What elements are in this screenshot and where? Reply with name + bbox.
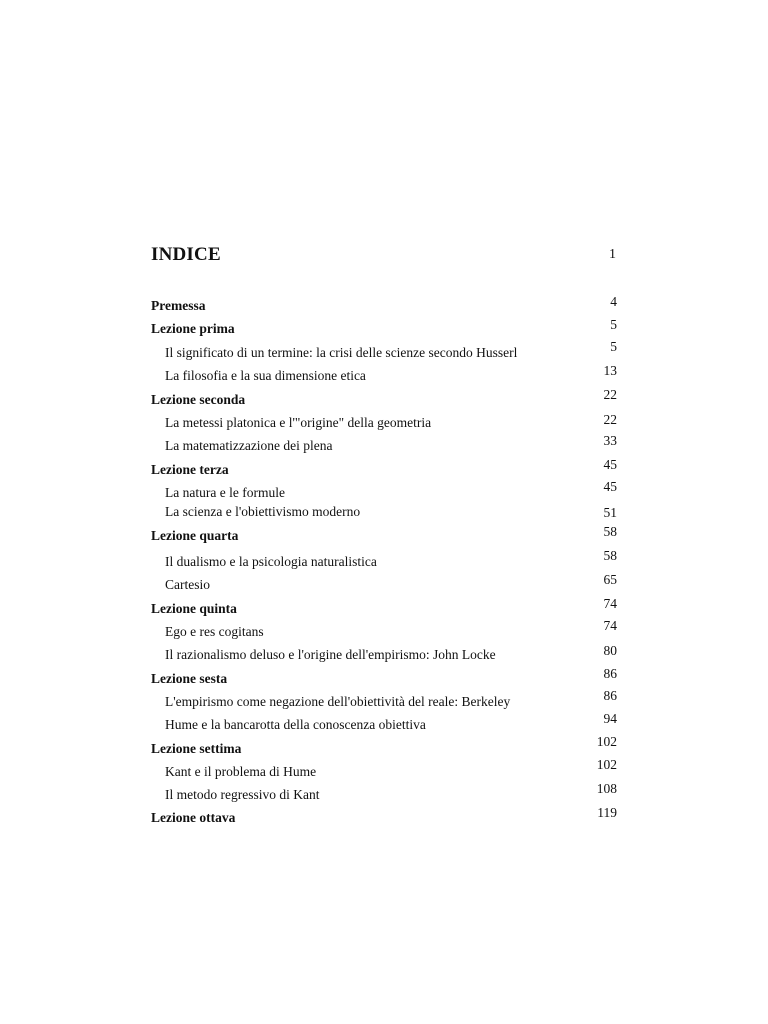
toc-chapter-title: Lezione quarta (151, 528, 239, 543)
toc-chapter-title: Premessa (151, 298, 206, 313)
toc-page-number: 80 (603, 643, 617, 658)
toc-section-title: L'empirismo come negazione dell'obiettività del reale: Berkeley (165, 694, 511, 709)
toc-page-number: 45 (603, 457, 617, 472)
toc-section-title: La metessi platonica e l'"origine" della geometria (165, 415, 432, 430)
toc-chapter-row (0, 457, 768, 480)
toc-chapter-row (0, 805, 768, 828)
toc-section-title: La matematizzazione dei plena (165, 438, 333, 453)
toc-section-title: La natura e le formule (165, 485, 285, 500)
toc-page-number: 58 (603, 548, 617, 563)
toc-chapter-title: Lezione seconda (151, 392, 246, 407)
toc-page-number: 5 (610, 317, 617, 332)
toc-chapter-row (0, 319, 768, 339)
toc-section-row (0, 502, 768, 522)
toc-chapter-row (0, 666, 768, 689)
toc-chapter-title: Lezione sesta (151, 671, 228, 686)
toc-page-number: 94 (603, 711, 617, 726)
toc-page-number: 58 (603, 524, 617, 539)
toc-section-title: Il dualismo e la psicologia naturalistica (165, 554, 377, 569)
toc-page-number: 51 (603, 505, 617, 520)
index-title-page-number: 1 (609, 247, 616, 262)
toc-section-row (0, 711, 768, 735)
toc-page-number: 22 (603, 387, 617, 402)
toc-page-number: 65 (603, 572, 617, 587)
toc-page-number: 22 (603, 412, 617, 427)
toc-section-row (0, 618, 768, 642)
toc-section-row (0, 339, 768, 363)
toc-page-number: 13 (603, 363, 617, 378)
toc-page-number: 119 (597, 805, 617, 820)
toc-section-row (0, 433, 768, 456)
toc-section-row (0, 688, 768, 712)
toc-section-title: Il metodo regressivo di Kant (165, 787, 320, 802)
toc-page-number: 74 (603, 618, 617, 633)
toc-chapter-row (0, 296, 768, 316)
index-title: INDICE (151, 244, 221, 265)
toc-chapter-row (0, 596, 768, 619)
toc-section-title: Hume e la bancarotta della conoscenza obiettiva (165, 717, 426, 732)
toc-page-number: 86 (603, 666, 617, 681)
toc-chapter-row (0, 526, 768, 546)
toc-section-row (0, 781, 768, 805)
toc-page-number: 45 (603, 479, 617, 494)
toc-section-row (0, 363, 768, 386)
toc-page-number: 33 (603, 433, 617, 448)
toc-section-title: Il significato di un termine: la crisi delle scienze secondo Husserl (165, 345, 518, 360)
toc-section-title: Il razionalismo deluso e l'origine dell'empirismo: John Locke (165, 647, 496, 662)
toc-section-row (0, 572, 768, 595)
toc-chapter-row (0, 387, 768, 410)
toc-chapter-row (0, 734, 768, 759)
toc-section-row (0, 548, 768, 572)
toc-page-number: 86 (603, 688, 617, 703)
toc-section-title: La scienza e l'obiettivismo moderno (165, 504, 361, 519)
toc-page-number: 102 (596, 734, 617, 749)
toc-section-row (0, 757, 768, 782)
toc-page-number: 102 (596, 757, 617, 772)
toc-page-number: 5 (610, 339, 617, 354)
toc-page-number: 108 (596, 781, 617, 796)
toc-page-number: 4 (610, 294, 617, 309)
toc-section-title: Cartesio (165, 577, 210, 592)
toc-chapter-title: Lezione ottava (151, 810, 236, 825)
toc-section-row (0, 645, 768, 665)
toc-chapter-title: Lezione terza (151, 462, 229, 477)
toc-chapter-title: Lezione prima (151, 321, 235, 336)
toc-section-title: La filosofia e la sua dimensione etica (165, 368, 366, 383)
toc-chapter-title: Lezione settima (151, 741, 242, 756)
toc-section-title: Ego e res cogitans (165, 624, 264, 639)
toc-section-row (0, 479, 768, 503)
toc-page-number: 74 (603, 596, 617, 611)
toc-chapter-title: Lezione quinta (151, 601, 237, 616)
toc-section-row (0, 413, 768, 433)
toc-section-title: Kant e il problema di Hume (165, 764, 317, 779)
